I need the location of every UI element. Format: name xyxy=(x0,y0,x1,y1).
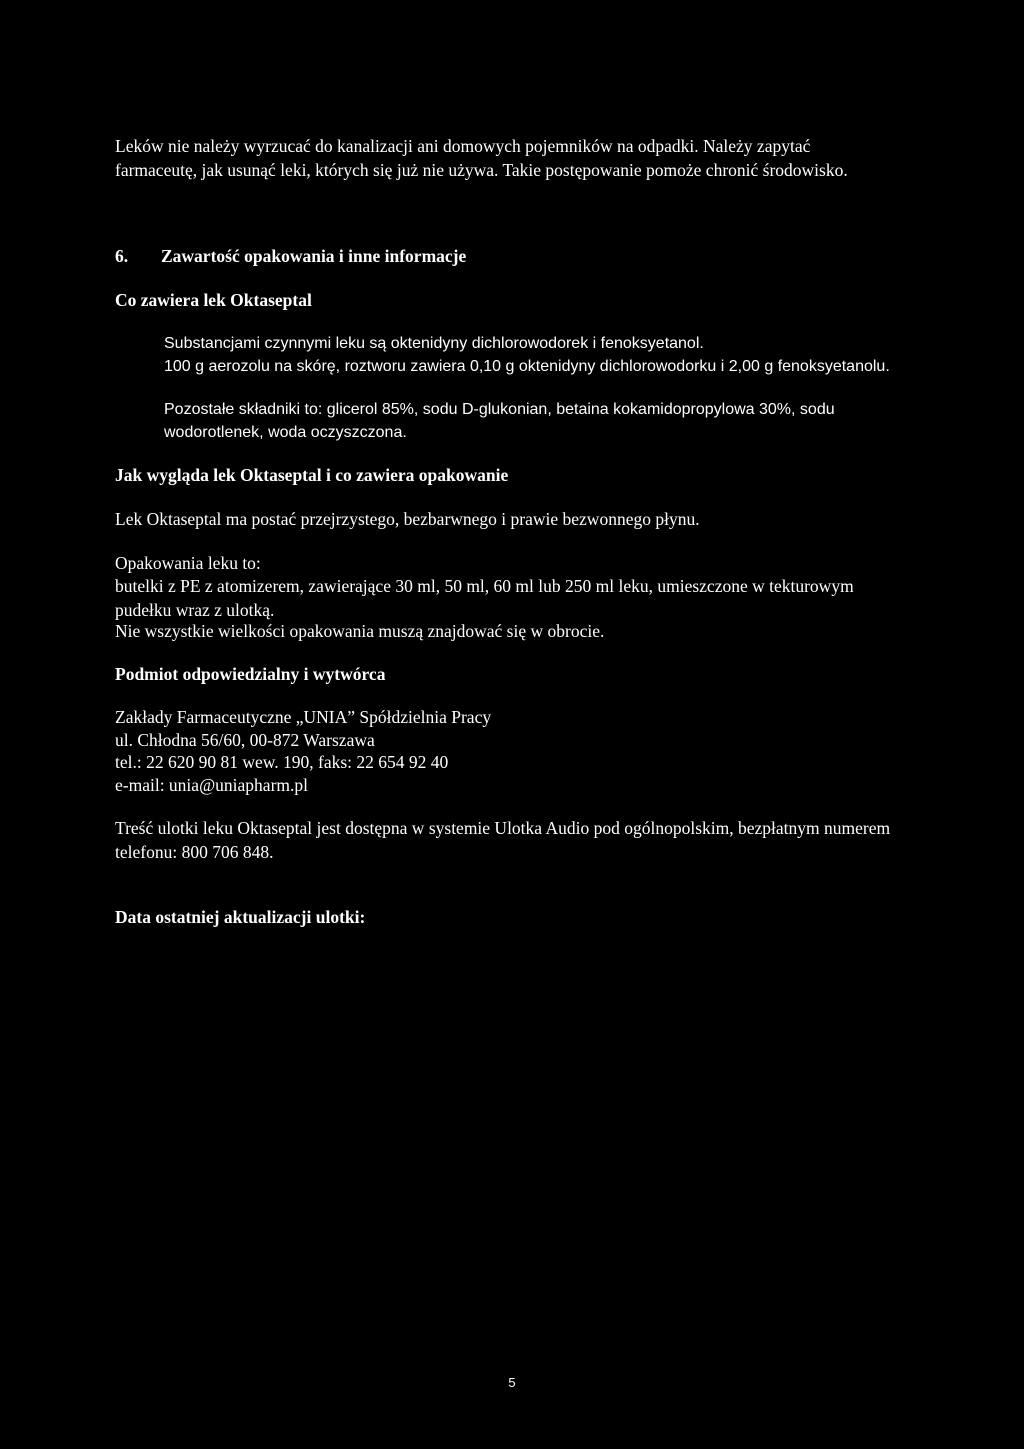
composition-heading: Co zawiera lek Oktaseptal xyxy=(115,290,312,310)
manufacturer-phone: tel.: 22 620 90 81 wew. 190, faks: 22 654 92 40 xyxy=(115,752,449,772)
manufacturer-email: e-mail: unia@uniapharm.pl xyxy=(115,775,309,795)
appearance-form: Lek Oktaseptal ma postać przejrzystego, bezbarwnego i prawie bezwonnego płynu. xyxy=(115,509,700,529)
last-update-label: Data ostatniej aktualizacji ulotki: xyxy=(115,907,366,927)
manufacturer-heading: Podmiot odpowiedzialny i wytwórca xyxy=(115,664,386,684)
manufacturer-address: ul. Chłodna 56/60, 00-872 Warszawa xyxy=(115,730,375,750)
manufacturer-name: Zakłady Farmaceutyczne „UNIA” Spółdzielnia Pracy xyxy=(115,707,492,727)
audio-leaflet-info: Treść ulotki leku Oktaseptal jest dostępna w systemie Ulotka Audio pod ogólnopolskim, bezpłatnym numerem telefonu: 800 706 848. xyxy=(115,818,891,862)
active-substances: Substancjami czynnymi leku są oktenidyny dichlorowodorek i fenoksyetanol. xyxy=(164,335,704,352)
packs-description: butelki z PE z atomizerem, zawierające 30 ml, 50 ml, 60 ml lub 250 ml leku, umieszczone w tekturowym pudełku wraz z ulotką. xyxy=(115,576,854,620)
page-number: 5 xyxy=(508,1375,516,1390)
excipients: Pozostałe składniki to: glicerol 85%, sodu D-glukonian, betaina kokamidopropylowa 30%, sodu wodorotlenek, woda oczyszczona. xyxy=(164,401,835,441)
active-amounts: 100 g aerozolu na skórę, roztworu zawiera 0,10 g oktenidyny dichlorowodorku i 2,00 g fenoksyetanolu. xyxy=(164,358,890,375)
section-title: Zawartość opakowania i inne informacje xyxy=(161,246,467,266)
packs-label: Opakowania leku to: xyxy=(115,553,261,573)
section-6-heading xyxy=(115,245,894,269)
section-number: 6. xyxy=(115,246,129,266)
disposal-paragraph: Leków nie należy wyrzucać do kanalizacji ani domowych pojemników na odpadki. Należy zapytać farmaceutę, jak usunąć leki, których się już nie używa. Takie postępowanie pomoże chronić środowisko. xyxy=(115,136,848,180)
appearance-heading: Jak wygląda lek Oktaseptal i co zawiera opakowanie xyxy=(115,465,509,485)
packs-note: Nie wszystkie wielkości opakowania muszą znajdować się w obrocie. xyxy=(115,621,605,641)
